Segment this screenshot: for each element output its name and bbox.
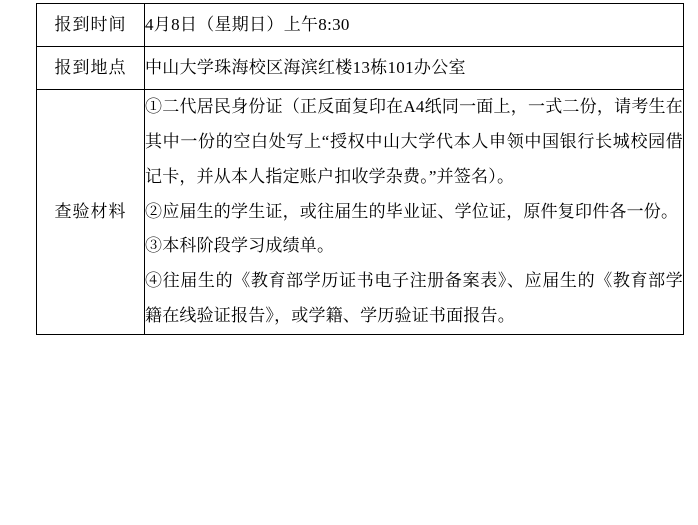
row-value-report-time: 4月8日（星期日）上午8:30 (145, 4, 684, 47)
row-label-report-time: 报到时间 (37, 4, 145, 47)
row-value-materials (145, 90, 684, 335)
row-label-materials-text: 查验材料 (54, 202, 127, 222)
material-item-1: ①二代居民身份证（正反面复印在A4纸同一面上，一式二份，请考生在其中一份的空白处写上“授权中山大学代本人申领中国银行长城校园借记卡，并从本人指定账户扣收学杂费。”并签名）。 (145, 97, 683, 186)
row-value-report-place: 中山大学珠海校区海滨红楼13栋101办公室 (145, 47, 684, 90)
row-label-report-place: 报到地点 (37, 47, 145, 90)
material-item-3: ③本科阶段学习成绩单。 (145, 236, 335, 256)
table-row-report-time (37, 4, 684, 47)
registration-info-table (36, 3, 684, 335)
table-row-materials (37, 90, 684, 335)
material-item-2: ②应届生的学生证，或往届生的毕业证、学位证，原件复印件各一份。 (145, 201, 679, 221)
material-item-4: ④往届生的《教育部学历证书电子注册备案表》、应届生的《教育部学籍在线验证报告》，或学籍、学历验证书面报告。 (145, 271, 683, 326)
table-row-report-place (37, 47, 684, 90)
row-label-materials (37, 90, 145, 335)
